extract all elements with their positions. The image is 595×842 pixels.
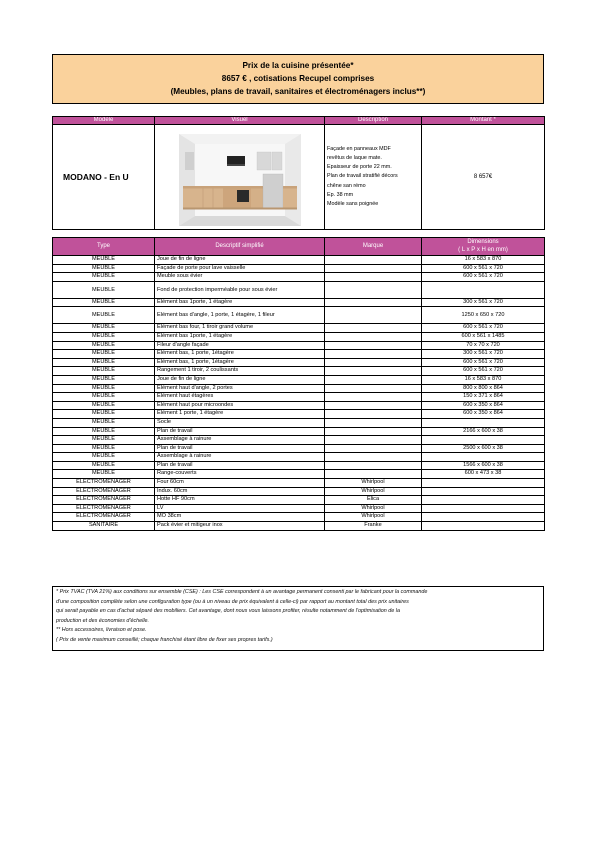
item-type: MEUBLE xyxy=(53,367,155,376)
item-row xyxy=(53,341,545,350)
item-description: Elément bas, 1 porte, 1étagère xyxy=(155,350,325,359)
item-description: LV xyxy=(155,504,325,513)
kitchen-render-image xyxy=(179,134,301,226)
banner-title: Prix de la cuisine présentée* xyxy=(242,61,354,70)
col-model-header: Modèle xyxy=(53,117,155,125)
item-type: MEUBLE xyxy=(53,401,155,410)
item-dimensions: 600 x 561 x 720 xyxy=(422,324,545,333)
item-type: ELECTROMENAGER xyxy=(53,504,155,513)
item-description: Fond de protection imperméable pour sous évier xyxy=(155,281,325,298)
item-description: Hotte HF 90cm xyxy=(155,496,325,505)
item-description: Elément haut pour microondes xyxy=(155,401,325,410)
item-type: SANITAIRE xyxy=(53,522,155,531)
description-line: Epaisseur de porte 22 mm. xyxy=(327,164,392,171)
items-body xyxy=(53,256,545,531)
item-row xyxy=(53,384,545,393)
item-dimensions: 600 x 350 x 864 xyxy=(422,410,545,419)
item-brand: Elica xyxy=(325,496,422,505)
item-description: Joue de fin de ligne xyxy=(155,256,325,265)
item-dimensions: 16 x 583 x 870 xyxy=(422,375,545,384)
item-dimensions: 70 x 70 x 720 xyxy=(422,341,545,350)
item-row xyxy=(53,401,545,410)
item-brand xyxy=(325,410,422,419)
item-row xyxy=(53,470,545,479)
item-type: MEUBLE xyxy=(53,324,155,333)
item-type: MEUBLE xyxy=(53,341,155,350)
item-description: Indux. 60cm xyxy=(155,487,325,496)
description-line: Ep. 38 mm xyxy=(327,191,354,198)
item-description: Elément bas four, 1 tiroir grand volume xyxy=(155,324,325,333)
item-type: MEUBLE xyxy=(53,393,155,402)
item-type: ELECTROMENAGER xyxy=(53,479,155,488)
description-line: revêtus de laque mate. xyxy=(327,154,382,161)
item-brand: Whirlpool xyxy=(325,504,422,513)
item-brand xyxy=(325,298,422,307)
item-type: MEUBLE xyxy=(53,418,155,427)
item-dimensions: 300 x 561 x 720 xyxy=(422,350,545,359)
item-brand: Whirlpool xyxy=(325,513,422,522)
item-brand xyxy=(325,341,422,350)
item-dimensions: 150 x 371 x 864 xyxy=(422,393,545,402)
description-line: Modèle sans poignée xyxy=(327,201,379,207)
item-type: MEUBLE xyxy=(53,264,155,273)
item-row xyxy=(53,281,545,298)
item-row xyxy=(53,393,545,402)
item-row xyxy=(53,513,545,522)
item-brand xyxy=(325,332,422,341)
item-dimensions: 600 x 561 x 720 xyxy=(422,358,545,367)
item-description: Plan de travail xyxy=(155,461,325,470)
item-dimensions: 600 x 350 x 864 xyxy=(422,401,545,410)
item-row xyxy=(53,307,545,324)
dims-header-line1: Dimensions xyxy=(467,239,499,245)
item-row xyxy=(53,256,545,265)
item-dimensions xyxy=(422,436,545,445)
item-type: MEUBLE xyxy=(53,281,155,298)
item-row xyxy=(53,375,545,384)
item-row xyxy=(53,358,545,367)
col-amount-header: Montant * xyxy=(422,117,545,125)
item-type: ELECTROMENAGER xyxy=(53,513,155,522)
footnote-line: production et des économies d'échelle. xyxy=(56,617,150,624)
model-description xyxy=(325,125,422,230)
item-row xyxy=(53,427,545,436)
item-row xyxy=(53,504,545,513)
item-dimensions: 600 x 561 x 720 xyxy=(422,367,545,376)
item-row xyxy=(53,332,545,341)
item-dimensions xyxy=(422,281,545,298)
model-table xyxy=(52,116,545,230)
item-type: ELECTROMENAGER xyxy=(53,496,155,505)
item-description: Pack évier et mitigeur inox xyxy=(155,522,325,531)
banner-includes: (Meubles, plans de travail, sanitaires et électroménagers inclus**) xyxy=(170,87,426,96)
item-description: Joue de fin de ligne xyxy=(155,375,325,384)
item-brand xyxy=(325,281,422,298)
dims-header-line2: ( L x P x H en mm) xyxy=(458,246,508,253)
item-row xyxy=(53,487,545,496)
item-dimensions: 800 x 800 x 864 xyxy=(422,384,545,393)
item-description: Fileur d'angle façade xyxy=(155,341,325,350)
item-type: MEUBLE xyxy=(53,461,155,470)
item-dimensions: 600 x 561 x 720 xyxy=(422,273,545,282)
item-brand xyxy=(325,256,422,265)
price-banner xyxy=(52,54,544,104)
item-row xyxy=(53,496,545,505)
item-type: MEUBLE xyxy=(53,470,155,479)
item-row xyxy=(53,367,545,376)
footnote-line: ** Hors accessoires, livraison et pose. xyxy=(56,627,147,634)
item-dimensions: 1566 x 600 x 38 xyxy=(422,461,545,470)
item-row xyxy=(53,436,545,445)
item-brand xyxy=(325,470,422,479)
item-type: MEUBLE xyxy=(53,410,155,419)
item-description: Assemblage à rainure xyxy=(155,453,325,462)
item-description: Elément haut d'angle, 2 portes xyxy=(155,384,325,393)
footnotes xyxy=(52,586,544,651)
item-type: MEUBLE xyxy=(53,444,155,453)
item-brand xyxy=(325,367,422,376)
col-dims-header xyxy=(422,238,545,256)
item-type: MEUBLE xyxy=(53,350,155,359)
item-brand xyxy=(325,358,422,367)
item-type: MEUBLE xyxy=(53,273,155,282)
item-dimensions xyxy=(422,522,545,531)
item-row xyxy=(53,461,545,470)
col-type-header: Type xyxy=(53,238,155,256)
footnote-line: ( Prix de vente maximum conseillé; chaque franchisé étant libre de fixer ses propres tarifs.) xyxy=(56,636,273,643)
item-brand xyxy=(325,436,422,445)
item-brand xyxy=(325,444,422,453)
model-name: MODANO - En U xyxy=(53,125,155,230)
item-dimensions: 300 x 561 x 720 xyxy=(422,298,545,307)
col-desc-header: Descriptif simplifié xyxy=(155,238,325,256)
item-description: Elément bas 1porte, 1 étagère xyxy=(155,332,325,341)
item-dimensions: 600 x 561 x 720 xyxy=(422,264,545,273)
item-brand xyxy=(325,418,422,427)
item-brand xyxy=(325,375,422,384)
item-row xyxy=(53,418,545,427)
item-description: Meuble sous évier xyxy=(155,273,325,282)
model-amount: 8 657€ xyxy=(422,125,545,230)
kitchen-visual-cell xyxy=(155,125,325,230)
item-dimensions: 2500 x 600 x 38 xyxy=(422,444,545,453)
item-dimensions xyxy=(422,453,545,462)
item-type: MEUBLE xyxy=(53,384,155,393)
item-dimensions xyxy=(422,504,545,513)
item-dimensions: 16 x 583 x 870 xyxy=(422,256,545,265)
item-type: MEUBLE xyxy=(53,332,155,341)
item-row xyxy=(53,264,545,273)
description-line: Plan de travail stratifié décors xyxy=(327,173,398,180)
item-brand xyxy=(325,384,422,393)
item-description: Range-couverts xyxy=(155,470,325,479)
item-type: ELECTROMENAGER xyxy=(53,487,155,496)
footnote-line: qui serait payable en cas d'achat séparé des mobiliers. Cet avantage, dont nous vous laissons profiter, résulte notamment de l'optimisation de la xyxy=(56,608,400,615)
item-dimensions: 600 x 473 x 38 xyxy=(422,470,545,479)
item-description: Plan de travail xyxy=(155,427,325,436)
col-description-header: Description xyxy=(325,117,422,125)
items-table xyxy=(52,237,545,531)
item-brand: Whirlpool xyxy=(325,479,422,488)
col-brand-header: Marque xyxy=(325,238,422,256)
item-type: MEUBLE xyxy=(53,256,155,265)
item-type: MEUBLE xyxy=(53,358,155,367)
item-description: Rangement 1 tiroir, 2 coulissants xyxy=(155,367,325,376)
item-row xyxy=(53,273,545,282)
item-brand xyxy=(325,401,422,410)
col-visual-header: Visuel xyxy=(155,117,325,125)
item-description: Four 60cm xyxy=(155,479,325,488)
banner-price: 8657 € , cotisations Recupel comprises xyxy=(221,74,375,83)
item-brand xyxy=(325,324,422,333)
item-description: Assemblage à rainure xyxy=(155,436,325,445)
item-row xyxy=(53,410,545,419)
item-type: MEUBLE xyxy=(53,453,155,462)
item-description: Plan de travail xyxy=(155,444,325,453)
item-row xyxy=(53,522,545,531)
item-brand xyxy=(325,461,422,470)
item-row xyxy=(53,453,545,462)
item-dimensions xyxy=(422,418,545,427)
item-brand: Whirlpool xyxy=(325,487,422,496)
item-brand xyxy=(325,427,422,436)
item-dimensions: 1250 x 650 x 720 xyxy=(422,307,545,324)
item-dimensions xyxy=(422,513,545,522)
item-row xyxy=(53,350,545,359)
item-description: MO 38cm xyxy=(155,513,325,522)
item-description: Socle xyxy=(155,418,325,427)
item-description: Façade de porte pour lave vaisselle xyxy=(155,264,325,273)
item-description: Elément haut étagères xyxy=(155,393,325,402)
footnote-line: d'une composition complète selon une configuration type (ou à un niveau de prix équivalent à celle-ci) par rapport au montant total des prix unitaires xyxy=(56,598,409,605)
item-dimensions xyxy=(422,487,545,496)
item-row xyxy=(53,324,545,333)
item-type: MEUBLE xyxy=(53,375,155,384)
item-row xyxy=(53,444,545,453)
item-description: Elément bas, 1 porte, 1étagère xyxy=(155,358,325,367)
item-brand xyxy=(325,307,422,324)
item-type: MEUBLE xyxy=(53,298,155,307)
item-brand xyxy=(325,273,422,282)
description-line: chêne san rémo xyxy=(327,182,366,189)
item-type: MEUBLE xyxy=(53,307,155,324)
item-dimensions xyxy=(422,496,545,505)
item-dimensions: 2166 x 600 x 38 xyxy=(422,427,545,436)
footnote-line: * Prix TVAC (TVA 21%) aux conditions sur ensemble (CSE) : Les CSE correspondent à un avantage permanent consenti par le fabricant pour la commande xyxy=(56,589,428,595)
item-brand xyxy=(325,264,422,273)
item-brand xyxy=(325,453,422,462)
item-brand xyxy=(325,350,422,359)
item-type: MEUBLE xyxy=(53,427,155,436)
item-type: MEUBLE xyxy=(53,436,155,445)
item-description: Elément bas 1porte, 1 étagère xyxy=(155,298,325,307)
item-description: Elément 1 porte, 1 étagère xyxy=(155,410,325,419)
description-line: Façade en panneaux MDF xyxy=(327,145,391,152)
item-row xyxy=(53,479,545,488)
item-row xyxy=(53,298,545,307)
item-brand: Franke xyxy=(325,522,422,531)
item-dimensions xyxy=(422,479,545,488)
item-dimensions: 600 x 561 x 1485 xyxy=(422,332,545,341)
item-brand xyxy=(325,393,422,402)
item-description: Elément bas d'angle, 1 porte, 1 étagère, 1 fileur xyxy=(155,307,325,324)
